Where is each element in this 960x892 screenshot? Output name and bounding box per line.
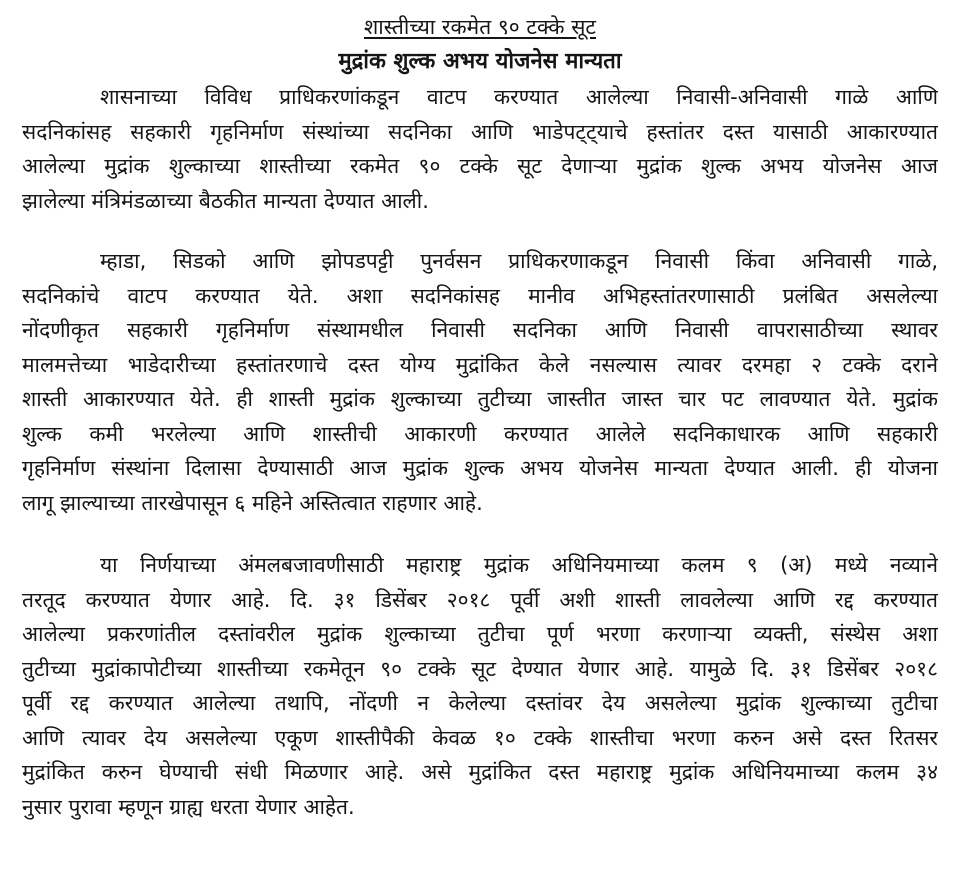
paragraph-line: नुसार पुरावा म्हणून ग्राह्य धरता येणार आहेत. [22, 794, 355, 819]
paragraph-line: म्हाडा, सिडको आणि झोपडपट्टी पुनर्वसन प्राधिकरणाकडून निवासी किंवा अनिवासी गाळे, [100, 249, 938, 273]
document-subtitle: मुद्रांक शुल्क अभय योजनेस मान्यता [338, 49, 622, 74]
paragraph-line: सदनिकांचे वाटप करण्यात येते. अशा सदनिकांसह मानीव अभिहस्तांतरणासाठी प्रलंबित असलेल्या [22, 283, 938, 308]
paragraph-implementation [22, 548, 938, 824]
paragraph-line: नोंदणीकृत सहकारी गृहनिर्माण संस्थामधील निवासी सदनिका आणि निवासी वापरासाठीच्या स्थावर [22, 318, 938, 342]
document-title: शास्तीच्या रकमेत ९० टक्के सूट [364, 15, 596, 39]
paragraph-line: मालमत्तेच्या भाडेदारीच्या हस्तांतरणाचे दस्त योग्य मुद्रांकित केले नसल्यास त्यावर दरमहा २ टक्के दराने [22, 352, 938, 377]
paragraph-line: आणि त्यावर देय असलेल्या एकूण शास्तीपैकी केवळ १० टक्के शास्तीचा भरणा करुन असे दस्त रितसर [22, 725, 938, 750]
paragraph-line: शास्ती आकारण्यात येते. ही शास्ती मुद्रांक शुल्काच्या तुटीच्या जास्तीत जास्त चार पट लावण्यात येते. मुद्रांक [22, 387, 938, 411]
paragraph-line: पूर्वी रद्द करण्यात आलेल्या तथापि, नोंदणी न केलेल्या दस्तांवर देय असलेल्या मुद्रांक शुल्काच्या तुटीचा [22, 691, 938, 715]
paragraph-line: तुटीच्या मुद्रांकापोटीच्या शास्तीच्या रकमेतून ९० टक्के सूट देण्यात येणार आहे. यामुळे दि. ३१ डिसेंबर २०१८ [22, 656, 938, 681]
paragraph-line: शासनाच्या विविध प्राधिकरणांकडून वाटप करण्यात आलेल्या निवासी-अनिवासी गाळे आणि [100, 85, 938, 109]
paragraph-line: आलेल्या मुद्रांक शुल्काच्या शास्तीच्या रकमेत ९० टक्के सूट देणाऱ्या मुद्रांक शुल्क अभय योजनेस आज [22, 154, 938, 178]
paragraph-approval [22, 80, 938, 218]
paragraph-line: आलेल्या प्रकरणांतील दस्तांवरील मुद्रांक शुल्काच्या तुटीचा पूर्ण भरणा करणाऱ्या व्यक्ती, संस्थेस अशा [22, 622, 938, 646]
paragraph-line: शुल्क कमी भरलेल्या आणि शास्तीची आकारणी करण्यात आलेले सदनिकाधारक आणि सहकारी [22, 421, 938, 446]
paragraph-line: झालेल्या मंत्रिमंडळाच्या बैठकीत मान्यता देण्यात आली. [22, 188, 429, 213]
paragraph-line: लागू झाल्याच्या तारखेपासून ६ महिने अस्तित्वात राहणार आहे. [22, 490, 483, 515]
paragraph-line: या निर्णयाच्या अंमलबजावणीसाठी महाराष्ट्र मुद्रांक अधिनियमाच्या कलम ९ (अ) मध्ये नव्याने [100, 553, 938, 577]
paragraph-line: तरतूद करण्यात येणार आहे. दि. ३१ डिसेंबर २०१८ पूर्वी अशी शास्ती लावलेल्या आणि रद्द करण्यात [22, 587, 938, 612]
paragraph-line: सदनिकांसह सहकारी गृहनिर्माण संस्थांच्या सदनिका आणि भाडेपट्ट्याचे हस्तांतर दस्त यासाठी आकारण्यात [22, 119, 938, 144]
paragraph-line: मुद्रांकित करुन घेण्याची संधी मिळणार आहे. असे मुद्रांकित दस्त महाराष्ट्र मुद्रांक अधिनियमाच्या कलम ३४ [22, 760, 938, 784]
paragraph-line: गृहनिर्माण संस्थांना दिलासा देण्यासाठी आज मुद्रांक शुल्क अभय योजनेस मान्यता देण्यात आली. ही योजना [22, 456, 938, 480]
paragraph-background [22, 244, 938, 520]
